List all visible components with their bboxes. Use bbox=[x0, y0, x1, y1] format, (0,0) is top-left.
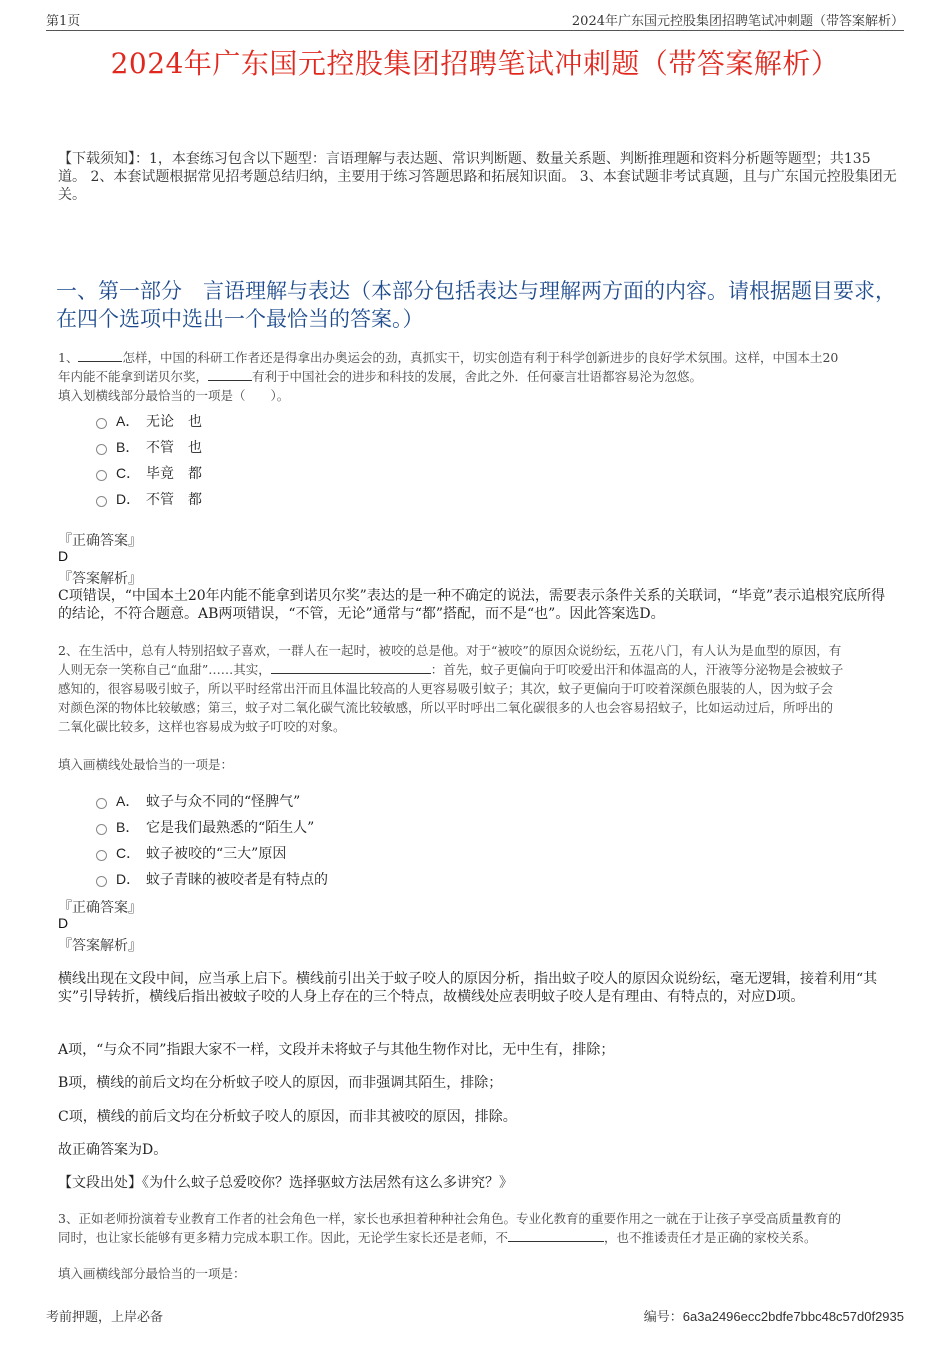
option-letter: B． bbox=[116, 439, 140, 455]
option-a[interactable] bbox=[96, 791, 300, 811]
option-a[interactable] bbox=[96, 411, 202, 431]
answer-analysis-option-c: C项，横线的前后文均在分析蚊子咬人的原因，而非其被咬的原因，排除。 bbox=[58, 1109, 517, 1125]
option-text: 蚊子被咬的“三大”原因 bbox=[146, 846, 287, 862]
question-prompt: 填入画横线处最恰当的一项是： bbox=[58, 757, 234, 772]
option-text: 不管 都 bbox=[146, 492, 202, 508]
option-c[interactable] bbox=[96, 843, 286, 863]
option-letter: D． bbox=[116, 491, 141, 507]
option-letter: A． bbox=[116, 413, 140, 429]
question-text: 同时，也让家长能够有更多精力完成本职工作。因此，无论学生家长还是老师，不 bbox=[58, 1230, 509, 1245]
page-title: 2024年广东国元控股集团招聘笔试冲刺题（带答案解析） bbox=[110, 47, 840, 80]
option-d[interactable] bbox=[96, 489, 202, 509]
option-d[interactable] bbox=[96, 869, 328, 889]
section-heading: 一、第一部分 言语理解与表达（本部分包括表达与理解两方面的内容。请根据题目要求，在四个选项中选出一个最恰当的答案。） bbox=[56, 279, 896, 331]
radio-icon[interactable] bbox=[96, 496, 107, 507]
option-letter: C． bbox=[116, 845, 141, 861]
passage-source: 【文段出处】《为什么蚊子总爱咬你？选择驱蚊方法居然有这么多讲究？》 bbox=[58, 1175, 513, 1191]
question-text: 正如老师扮演着专业教育工作者的社会角色一样，家长也承担着种种社会角色。专业化教育的重要作用之一就在于让孩子享受高质量教育的 bbox=[78, 1211, 841, 1226]
correct-answer-value: D bbox=[58, 915, 69, 931]
blank-line bbox=[208, 368, 252, 381]
option-text: 蚊子与众不同的“怪脾气” bbox=[146, 794, 301, 810]
radio-icon[interactable] bbox=[96, 798, 107, 809]
question-1-stem bbox=[58, 348, 898, 405]
radio-icon[interactable] bbox=[96, 418, 107, 429]
question-text: 人则无奈一笑称自己“血甜”……其实， bbox=[58, 662, 271, 677]
correct-answer-label: 『正确答案』 bbox=[58, 533, 142, 549]
question-text: 二氧化碳比较多，这样也容易成为蚊子叮咬的对象。 bbox=[58, 719, 346, 734]
footer-slogan: 考前押题，上岸必备 bbox=[46, 1310, 164, 1325]
header-divider bbox=[46, 30, 904, 31]
blank-line bbox=[508, 1229, 604, 1242]
answer-analysis-label: 『答案解析』 bbox=[58, 571, 142, 587]
question-text: 有利于中国社会的进步和科技的发展，舍此之外．任何豪言壮语都容易沦为忽悠。 bbox=[252, 369, 703, 384]
option-text: 毕竟 都 bbox=[146, 466, 202, 482]
footer-code bbox=[644, 1306, 904, 1325]
question-text: ，也不推诿责任才是正确的家校关系。 bbox=[604, 1230, 817, 1245]
option-c[interactable] bbox=[96, 463, 202, 483]
option-text: 不管 也 bbox=[146, 440, 202, 456]
radio-icon[interactable] bbox=[96, 470, 107, 481]
download-notice: 【下载须知】：1，本套练习包含以下题型：言语理解与表达题、常识判断题、数量关系题、判断推理题和资料分析题等题型；共135道。 2、本套试题根据常见招考题总结归纳，主要用于练习答题思路和拓展知识面。 3、本套试题非考试真题，且与广东国元控股集团无关。 bbox=[58, 151, 897, 203]
question-3-stem bbox=[58, 1209, 898, 1247]
option-b[interactable] bbox=[96, 437, 202, 457]
answer-analysis-option-b: B项，横线的前后文均在分析蚊子咬人的原因，而非强调其陌生，排除； bbox=[58, 1075, 503, 1091]
question-text: ：首先，蚊子更偏向于叮咬爱出汗和体温高的人，汗液等分泌物是会被蚊子 bbox=[430, 662, 844, 677]
answer-analysis-text: 横线出现在文段中间，应当承上启下。横线前引出关于蚊子咬人的原因分析，指出蚊子咬人的原因众说纷纭，毫无逻辑，接着利用“其实”引导转折，横线后指出被蚊子咬的人身上存在的三个特点，故横线处应表明蚊子咬人是有理由、有特点的，对应D项。 bbox=[58, 971, 878, 1005]
option-letter: B． bbox=[116, 819, 140, 835]
radio-icon[interactable] bbox=[96, 876, 107, 887]
option-b[interactable] bbox=[96, 817, 314, 837]
correct-answer-label: 『正确答案』 bbox=[58, 900, 142, 916]
option-text: 无论 也 bbox=[146, 414, 202, 430]
answer-analysis-option-a: A项，“与众不同”指跟大家不一样，文段并未将蚊子与其他生物作对比，无中生有，排除； bbox=[58, 1042, 615, 1058]
option-text: 蚊子青睐的被咬者是有特点的 bbox=[146, 872, 328, 888]
question-2-stem bbox=[58, 641, 898, 736]
radio-icon[interactable] bbox=[96, 444, 107, 455]
footer-code-value: 6a3a2496ecc2bdfe7bbc48c57d0f2935 bbox=[682, 1309, 904, 1324]
page-number: 第1页 bbox=[46, 14, 81, 29]
answer-conclusion: 故正确答案为D。 bbox=[58, 1142, 168, 1158]
option-letter: C． bbox=[116, 465, 141, 481]
option-text: 它是我们最熟悉的“陌生人” bbox=[146, 820, 315, 836]
answer-analysis-text: C项错误，“中国本土20年内能不能拿到诺贝尔奖”表达的是一种不确定的说法，需要表示条件关系的关联词，“毕竟”表示追根究底所得的结论，不符合题意。AB两项错误，“不管，无论”通常与“都”搭配，而不是“也”。因此答案选D。 bbox=[58, 588, 886, 622]
radio-icon[interactable] bbox=[96, 850, 107, 861]
radio-icon[interactable] bbox=[96, 824, 107, 835]
question-text: 对颜色深的物体比较敏感；第三，蚊子对二氧化碳气流比较敏感，所以平时呼出二氧化碳很多的人也会容易招蚊子，比如运动过后，所呼出的 bbox=[58, 700, 834, 715]
question-text: 感知的，很容易吸引蚊子，所以平时经常出汗而且体温比较高的人更容易吸引蚊子；其次，蚊子更偏向于叮咬着深颜色服装的人，因为蚊子会 bbox=[58, 681, 834, 696]
question-text: 年内能不能拿到诺贝尔奖， bbox=[58, 369, 209, 384]
question-prompt: 填入划横线部分最恰当的一项是（ ）。 bbox=[58, 388, 290, 403]
answer-analysis-label: 『答案解析』 bbox=[58, 938, 142, 954]
question-number: 2、 bbox=[58, 643, 79, 658]
correct-answer-value: D bbox=[58, 548, 69, 564]
question-number: 3、 bbox=[58, 1211, 79, 1226]
option-letter: D． bbox=[116, 871, 141, 887]
question-prompt: 填入画横线部分最恰当的一项是： bbox=[58, 1266, 246, 1281]
question-text: 怎样，中国的科研工作者还是得拿出办奥运会的劲，真抓实干，切实创造有利于科学创新进步的良好学术氛围。这样，中国本土20 bbox=[122, 350, 839, 365]
header-doc-title: 2024年广东国元控股集团招聘笔试冲刺题（带答案解析） bbox=[571, 14, 904, 29]
footer-code-label: 编号： bbox=[643, 1310, 683, 1325]
question-number: 1、 bbox=[58, 350, 79, 365]
blank-line bbox=[271, 661, 431, 674]
blank-line bbox=[78, 349, 122, 362]
option-letter: A． bbox=[116, 793, 140, 809]
question-text: 在生活中，总有人特别招蚊子喜欢，一群人在一起时，被咬的总是他。对于“被咬”的原因众说纷纭，五花八门，有人认为是血型的原因，有 bbox=[78, 643, 842, 658]
